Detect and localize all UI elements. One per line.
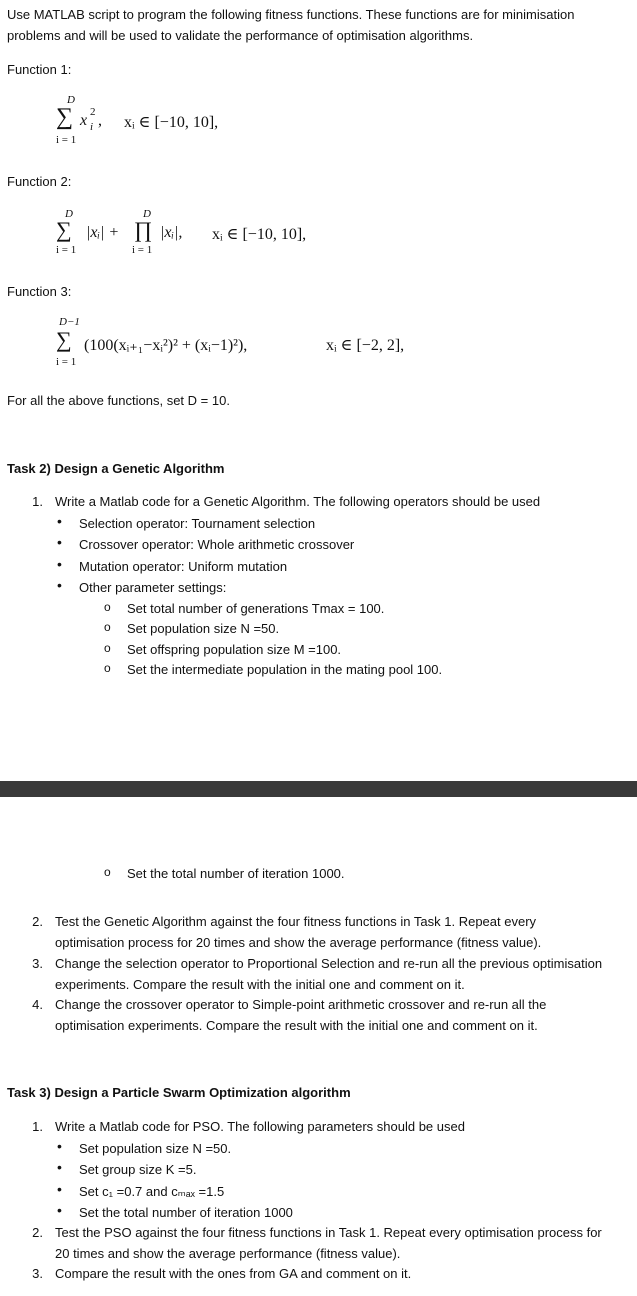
f1-exponent: 2	[90, 106, 96, 118]
function-2-formula	[56, 206, 376, 262]
task-2-item-3-line-2: experiments. Compare the result with the initial one and comment on it.	[55, 977, 465, 992]
task-2-item-1: Write a Matlab code for a Genetic Algorithm. The following operators should be used	[55, 494, 541, 509]
f2-lower-limit-1: i = 1	[56, 244, 77, 256]
task-2-sub-3: Set offspring population size M =100.	[127, 642, 342, 657]
list-number-2: 2.	[32, 914, 43, 929]
product-symbol: ∏	[134, 217, 153, 242]
f3-lower-limit: i = 1	[56, 356, 77, 368]
task-2-sub-4: Set the intermediate population in the mating pool 100.	[127, 662, 443, 677]
sub-bullet: o	[104, 620, 111, 634]
task-3-item-3: Compare the result with the ones from GA and comment on it.	[55, 1266, 412, 1281]
task-2-bullet-1: Selection operator: Tournament selection	[79, 516, 316, 531]
f2-upper-limit-2: D	[143, 208, 151, 220]
bullet: •	[57, 534, 62, 550]
bullet: •	[57, 1159, 62, 1175]
sub-bullet: o	[104, 865, 111, 879]
list-number-2: 2.	[32, 1225, 43, 1240]
task-3-bullet-4: Set the total number of iteration 1000	[79, 1205, 293, 1220]
task-2-sub-2: Set population size N =50.	[127, 621, 280, 636]
bullet: •	[57, 513, 62, 529]
task-2-sub-5: Set the total number of iteration 1000.	[127, 866, 345, 881]
intro-line-1: Use MATLAB script to program the following fitness functions. These functions are for minimisation	[7, 7, 575, 22]
bullet: •	[57, 1202, 62, 1218]
list-number-3: 3.	[32, 956, 43, 971]
task-2-bullet-3: Mutation operator: Uniform mutation	[79, 559, 288, 574]
f1-domain: xᵢ ∈ [−10, 10],	[124, 114, 219, 131]
task-2-item-2-line-2: optimisation process for 20 times and show the average performance (fitness value).	[55, 935, 542, 950]
f3-upper-limit: D−1	[59, 316, 80, 328]
task-2-bullet-4: Other parameter settings:	[79, 580, 227, 595]
f2-upper-limit-1: D	[65, 208, 73, 220]
task-2-title	[7, 458, 632, 479]
page-divider	[0, 781, 637, 797]
f1-lower-limit: i = 1	[56, 134, 77, 146]
function-1-formula	[56, 92, 316, 152]
sub-bullet: o	[104, 661, 111, 675]
bullet: •	[57, 1138, 62, 1154]
bullet: •	[57, 577, 62, 593]
task-2-item-4-line-2: optimisation experiments. Compare the result with the initial one and comment on it.	[55, 1018, 538, 1033]
task-2-item-2-line-1: Test the Genetic Algorithm against the four fitness functions in Task 1. Repeat every	[55, 914, 537, 929]
f1-subscript: i	[90, 121, 94, 133]
f2-abs-term-2: |xᵢ|,	[160, 224, 183, 241]
functions-note: For all the above functions, set D = 10.	[7, 393, 230, 408]
f2-lower-limit-2: i = 1	[132, 244, 153, 256]
f1-term: x	[80, 112, 88, 129]
task-3-item-1: Write a Matlab code for PSO. The following parameters should be used	[55, 1119, 465, 1134]
list-number-1: 1.	[32, 1119, 43, 1134]
f1-comma: ,	[98, 112, 102, 129]
task-3-item-2-line-2: 20 times and show the average performance (fitness value).	[55, 1246, 401, 1261]
task-2-sub-1: Set total number of generations Tmax = 100.	[127, 601, 385, 616]
task-2-title-text: Task 2) Design a Genetic Algorithm	[7, 461, 225, 476]
task-3-bullet-2: Set group size K =5.	[79, 1162, 197, 1177]
list-number-4: 4.	[32, 997, 43, 1012]
task-3-bullet-1: Set population size N =50.	[79, 1141, 232, 1156]
function-3-label: Function 3:	[7, 284, 72, 299]
f2-domain: xᵢ ∈ [−10, 10],	[212, 226, 307, 243]
list-number-3: 3.	[32, 1266, 43, 1281]
sum-symbol: ∑	[56, 327, 72, 352]
sum-symbol: ∑	[56, 104, 74, 130]
f3-domain: xᵢ ∈ [−2, 2],	[326, 337, 405, 354]
task-2-bullet-2: Crossover operator: Whole arithmetic crossover	[79, 537, 355, 552]
task-3-bullet-3: Set c₁ =0.7 and cₘₐₓ =1.5	[79, 1184, 225, 1199]
sum-symbol: ∑	[56, 217, 72, 242]
task-2-item-3-line-1: Change the selection operator to Proportional Selection and re-run all the previous optimisation	[55, 956, 603, 971]
function-2-label: Function 2:	[7, 174, 72, 189]
list-number-1: 1.	[32, 494, 43, 509]
sub-bullet: o	[104, 641, 111, 655]
f1-upper-limit: D	[67, 94, 75, 106]
task-3-title-text: Task 3) Design a Particle Swarm Optimization algorithm	[7, 1085, 351, 1100]
bullet: •	[57, 1181, 62, 1197]
task-3-item-2-line-1: Test the PSO against the four fitness functions in Task 1. Repeat every optimisation process for	[55, 1225, 602, 1240]
sub-bullet: o	[104, 600, 111, 614]
intro-line-2: problems and will be used to validate the performance of optimisation algorithms.	[7, 28, 474, 43]
function-3-formula	[56, 314, 476, 374]
f2-abs-term-1: |xᵢ| +	[86, 224, 120, 241]
task-2-item-4-line-1: Change the crossover operator to Simple-point arithmetic crossover and re-run all the	[55, 997, 547, 1012]
function-1-label: Function 1:	[7, 62, 72, 77]
f3-body: (100(xᵢ₊₁−xᵢ²)² + (xᵢ−1)²),	[84, 337, 248, 354]
task-3-title	[7, 1082, 632, 1103]
bullet: •	[57, 556, 62, 572]
